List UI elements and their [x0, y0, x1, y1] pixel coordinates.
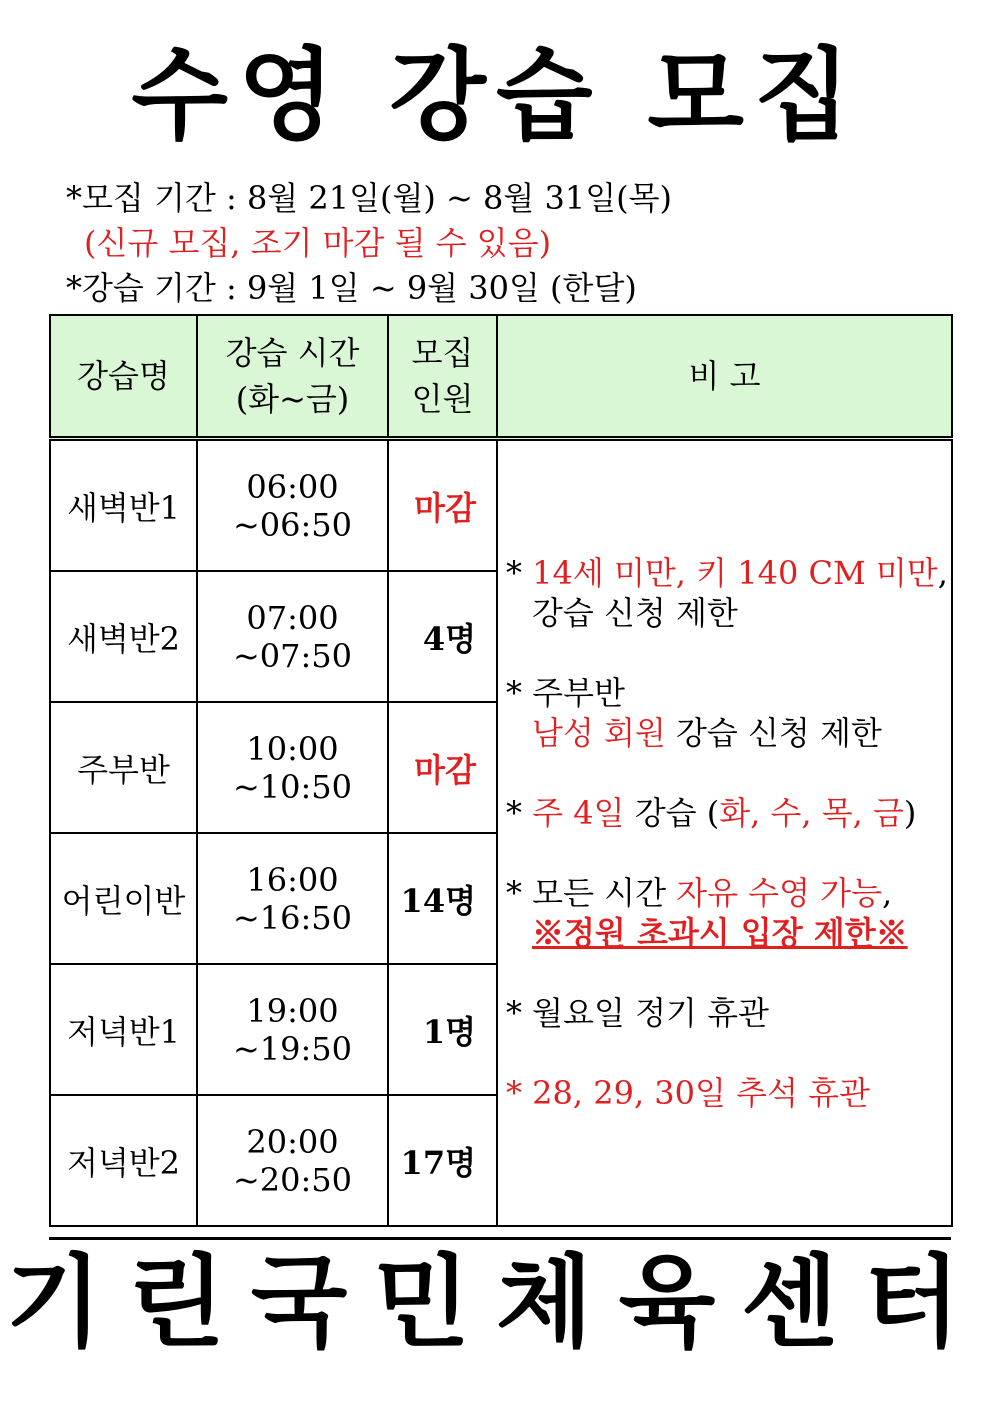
page-title: 수영 강습 모집 — [131, 36, 861, 154]
class-time — [197, 702, 388, 833]
class-time-start: 10:00 — [246, 729, 339, 768]
class-time-start: 06:00 — [246, 467, 339, 506]
header-count-line2: 인원 — [411, 380, 474, 418]
class-time — [197, 571, 388, 702]
note-bullet: * — [506, 794, 533, 832]
note-housewife — [506, 673, 951, 753]
table-header-row — [50, 315, 952, 439]
note-chuseok-closed: * 28, 29, 30일 추석 휴관 — [506, 1074, 870, 1112]
class-time — [197, 964, 388, 1095]
class-time-start: 16:00 — [246, 860, 339, 899]
table-row — [50, 439, 952, 572]
class-name: 저녁반2 — [50, 1095, 197, 1226]
class-count: 14명 — [388, 833, 497, 964]
recruit-note: (신규 모집, 조기 마감 될 수 있음) — [84, 224, 552, 262]
class-count: 마감 — [388, 702, 497, 833]
class-time-end: ~16:50 — [232, 898, 353, 937]
class-time — [197, 833, 388, 964]
class-time-end: ~07:50 — [232, 636, 353, 675]
class-name: 새벽반1 — [50, 439, 197, 572]
header-time — [197, 315, 388, 439]
note-free-swim — [506, 873, 951, 953]
note-age-limit-line2: 강습 신청 제한 — [532, 594, 738, 632]
lesson-period: *강습 기간 : 9월 1일 ~ 9월 30일 (한달) — [66, 269, 637, 307]
header-notes: 비 고 — [497, 315, 952, 439]
class-time — [197, 439, 388, 572]
note-weekly-mid: 강습 ( — [624, 794, 720, 832]
header-count-line1: 모집 — [411, 334, 474, 372]
note-age-limit-red: 14세 미만, 키 140 CM 미만 — [532, 554, 938, 592]
class-count: 1명 — [388, 964, 497, 1095]
class-name: 주부반 — [50, 702, 197, 833]
schedule-table — [49, 314, 953, 1227]
class-time-start: 07:00 — [246, 598, 339, 637]
note-weekly-red2: 화, 수, 목, 금 — [719, 794, 904, 832]
note-housewife-rest: 강습 신청 제한 — [665, 714, 882, 752]
class-count: 마감 — [388, 439, 497, 572]
header-count — [388, 315, 497, 439]
note-monday-closed: * 월요일 정기 휴관 — [506, 994, 769, 1032]
class-name: 어린이반 — [50, 833, 197, 964]
note-housewife-line1: * 주부반 — [506, 674, 625, 712]
class-name: 새벽반2 — [50, 571, 197, 702]
note-comma: , — [937, 554, 948, 592]
class-name: 저녁반1 — [50, 964, 197, 1095]
recruit-period: *모집 기간 : 8월 21일(월) ~ 8월 31일(목) — [66, 179, 673, 217]
note-housewife-red: 남성 회원 — [532, 714, 666, 752]
class-time-end: ~19:50 — [232, 1029, 353, 1068]
class-time-start: 19:00 — [246, 991, 339, 1030]
note-comma: , — [882, 874, 893, 912]
organization-name: 기린국민체육센터 — [5, 1243, 987, 1361]
class-count: 17명 — [388, 1095, 497, 1226]
note-free-swim-start: * 모든 시간 — [506, 874, 677, 912]
class-time-end: ~10:50 — [232, 767, 353, 806]
notes-cell — [497, 439, 952, 1227]
header-time-line1: 강습 시간 — [225, 334, 360, 372]
header-time-line2: (화~금) — [235, 380, 350, 418]
note-free-swim-red: 자유 수영 가능 — [676, 874, 882, 912]
class-time-end: ~06:50 — [232, 505, 353, 544]
note-age-limit — [506, 553, 951, 633]
header-name: 강습명 — [50, 315, 197, 439]
class-time-start: 20:00 — [246, 1122, 339, 1161]
class-count: 4명 — [388, 571, 497, 702]
note-weekly-end: ) — [903, 794, 917, 832]
class-time-end: ~20:50 — [232, 1160, 353, 1199]
note-weekly — [506, 793, 951, 833]
note-bullet: * — [506, 554, 533, 592]
note-weekly-red1: 주 4일 — [532, 794, 625, 832]
class-time — [197, 1095, 388, 1226]
note-capacity-limit: ※정원 초과시 입장 제한※ — [532, 914, 908, 952]
